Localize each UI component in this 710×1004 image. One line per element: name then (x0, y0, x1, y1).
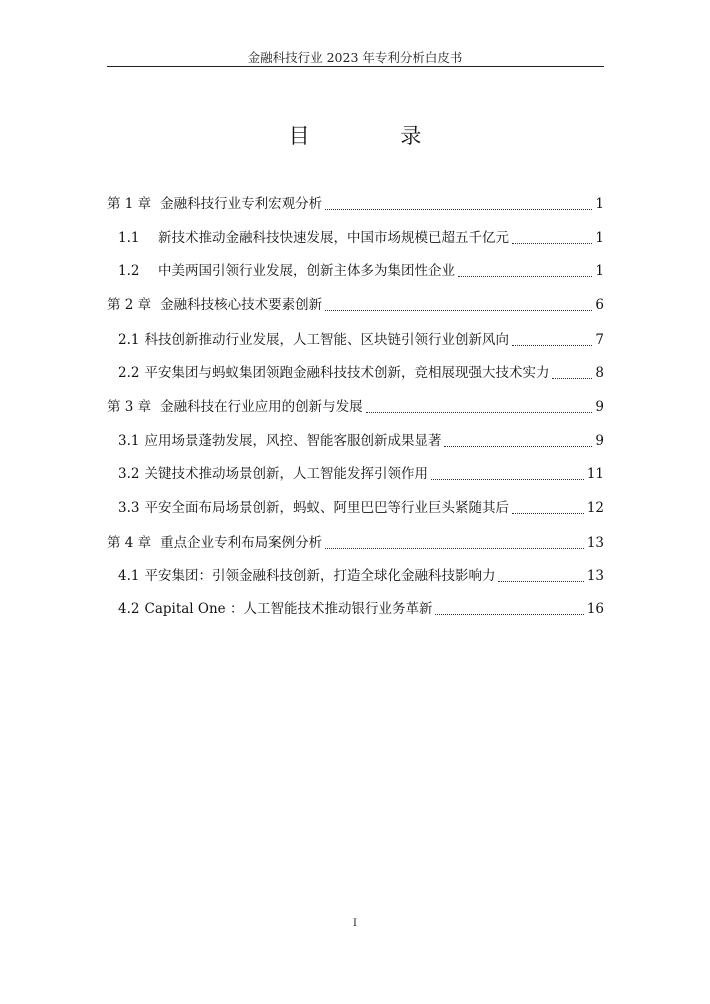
toc-entry-label: 平安全面布局场景创新，蚂蚁、阿里巴巴等行业巨头紧随其后 (144, 500, 509, 516)
page-number: I (353, 918, 357, 929)
toc-entry-label: 应用场景蓬勃发展，风控、智能客服创新成果显著 (144, 433, 442, 449)
toc-leader-dots (444, 446, 592, 447)
toc-entry-number: 第 2 章 (107, 297, 152, 313)
toc-entry-label: 金融科技在行业应用的创新与发展 (160, 399, 363, 415)
toc-entry-page: 1 (595, 196, 604, 212)
toc-entry-label: 金融科技核心技术要素创新 (160, 297, 323, 313)
toc-entry-label: 平安集团：引领金融科技创新，打造全球化金融科技影响力 (144, 568, 496, 584)
toc-entry-number: 2.1 (118, 332, 140, 348)
toc-entry-4-2[interactable] (118, 598, 604, 620)
toc-leader-dots (458, 276, 592, 277)
toc-leader-dots (325, 209, 592, 210)
toc-leader-dots (498, 581, 583, 582)
toc-leader-dots (435, 614, 583, 615)
header-rule (107, 66, 604, 67)
toc-entry-label: 中美两国引领行业发展，创新主体多为集团性企业 (158, 263, 455, 279)
toc-entry-label: 平安集团与蚂蚁集团领跑金融科技技术创新，竞相展现强大技术实力 (144, 365, 550, 381)
toc-entry-page: 13 (586, 535, 604, 551)
toc-entry-3-1[interactable] (118, 430, 604, 452)
toc-leader-dots (552, 378, 592, 379)
toc-entry-page: 9 (595, 399, 604, 415)
toc-leader-dots (512, 345, 592, 346)
toc-entry-3-2[interactable] (118, 463, 604, 485)
toc-entry-number: 1.2 (118, 263, 140, 279)
toc-entry-number: 1.1 (118, 230, 140, 246)
toc-entry-2-2[interactable] (118, 362, 604, 384)
toc-entry-page: 1 (595, 263, 604, 279)
toc-entry-1-2[interactable] (118, 260, 604, 282)
toc-entry-number: 3.2 (118, 466, 140, 482)
toc-entry-label: 金融科技行业专利宏观分析 (160, 196, 323, 212)
toc-entry-number: 3.1 (118, 433, 140, 449)
toc-leader-dots (325, 310, 592, 311)
toc-entry-ch2[interactable] (107, 294, 604, 316)
toc-entry-page: 13 (586, 568, 604, 584)
toc-entry-label: 科技创新推动行业发展，人工智能、区块链引领行业创新风向 (144, 332, 509, 348)
toc-entry-page: 1 (595, 230, 604, 246)
toc-entry-page: 11 (586, 466, 604, 482)
running-header-title: 金融科技行业 2023 年专利分析白皮书 (247, 50, 463, 65)
toc-entry-number: 4.2 (118, 601, 140, 617)
toc-entry-number: 第 1 章 (107, 196, 152, 212)
toc-leader-dots (431, 479, 584, 480)
toc-entry-4-1[interactable] (118, 565, 604, 587)
toc-entry-3-3[interactable] (118, 497, 604, 519)
toc-title: 目 录 (288, 124, 464, 148)
toc-entry-number: 3.3 (118, 500, 140, 516)
toc-entry-page: 12 (586, 500, 604, 516)
toc-entry-page: 7 (595, 332, 604, 348)
toc-entry-page: 8 (595, 365, 604, 381)
toc-entry-number: 4.1 (118, 568, 140, 584)
toc-entry-label: Capital One ：人工智能技术推动银行业务革新 (144, 601, 433, 617)
toc-entry-page: 6 (595, 297, 604, 313)
toc-entry-page: 16 (586, 601, 604, 617)
toc-leader-dots (512, 513, 584, 514)
toc-entry-ch3[interactable] (107, 396, 604, 418)
toc-entry-number: 第 3 章 (107, 399, 152, 415)
toc-entry-ch4[interactable] (107, 532, 604, 554)
toc-entry-label: 新技术推动金融科技快速发展，中国市场规模已超五千亿元 (158, 230, 509, 246)
toc-entry-2-1[interactable] (118, 329, 604, 351)
toc-leader-dots (512, 243, 592, 244)
toc-entry-number: 第 4 章 (107, 535, 152, 551)
toc-entry-page: 9 (595, 433, 604, 449)
toc-entry-label: 重点企业专利布局案例分析 (160, 535, 323, 551)
toc-entry-label: 关键技术推动场景创新，人工智能发挥引领作用 (144, 466, 428, 482)
toc-leader-dots (366, 412, 593, 413)
toc-leader-dots (325, 548, 584, 549)
toc-entry-ch1[interactable] (107, 193, 604, 215)
toc-entry-number: 2.2 (118, 365, 140, 381)
toc-entry-1-1[interactable] (118, 227, 604, 249)
